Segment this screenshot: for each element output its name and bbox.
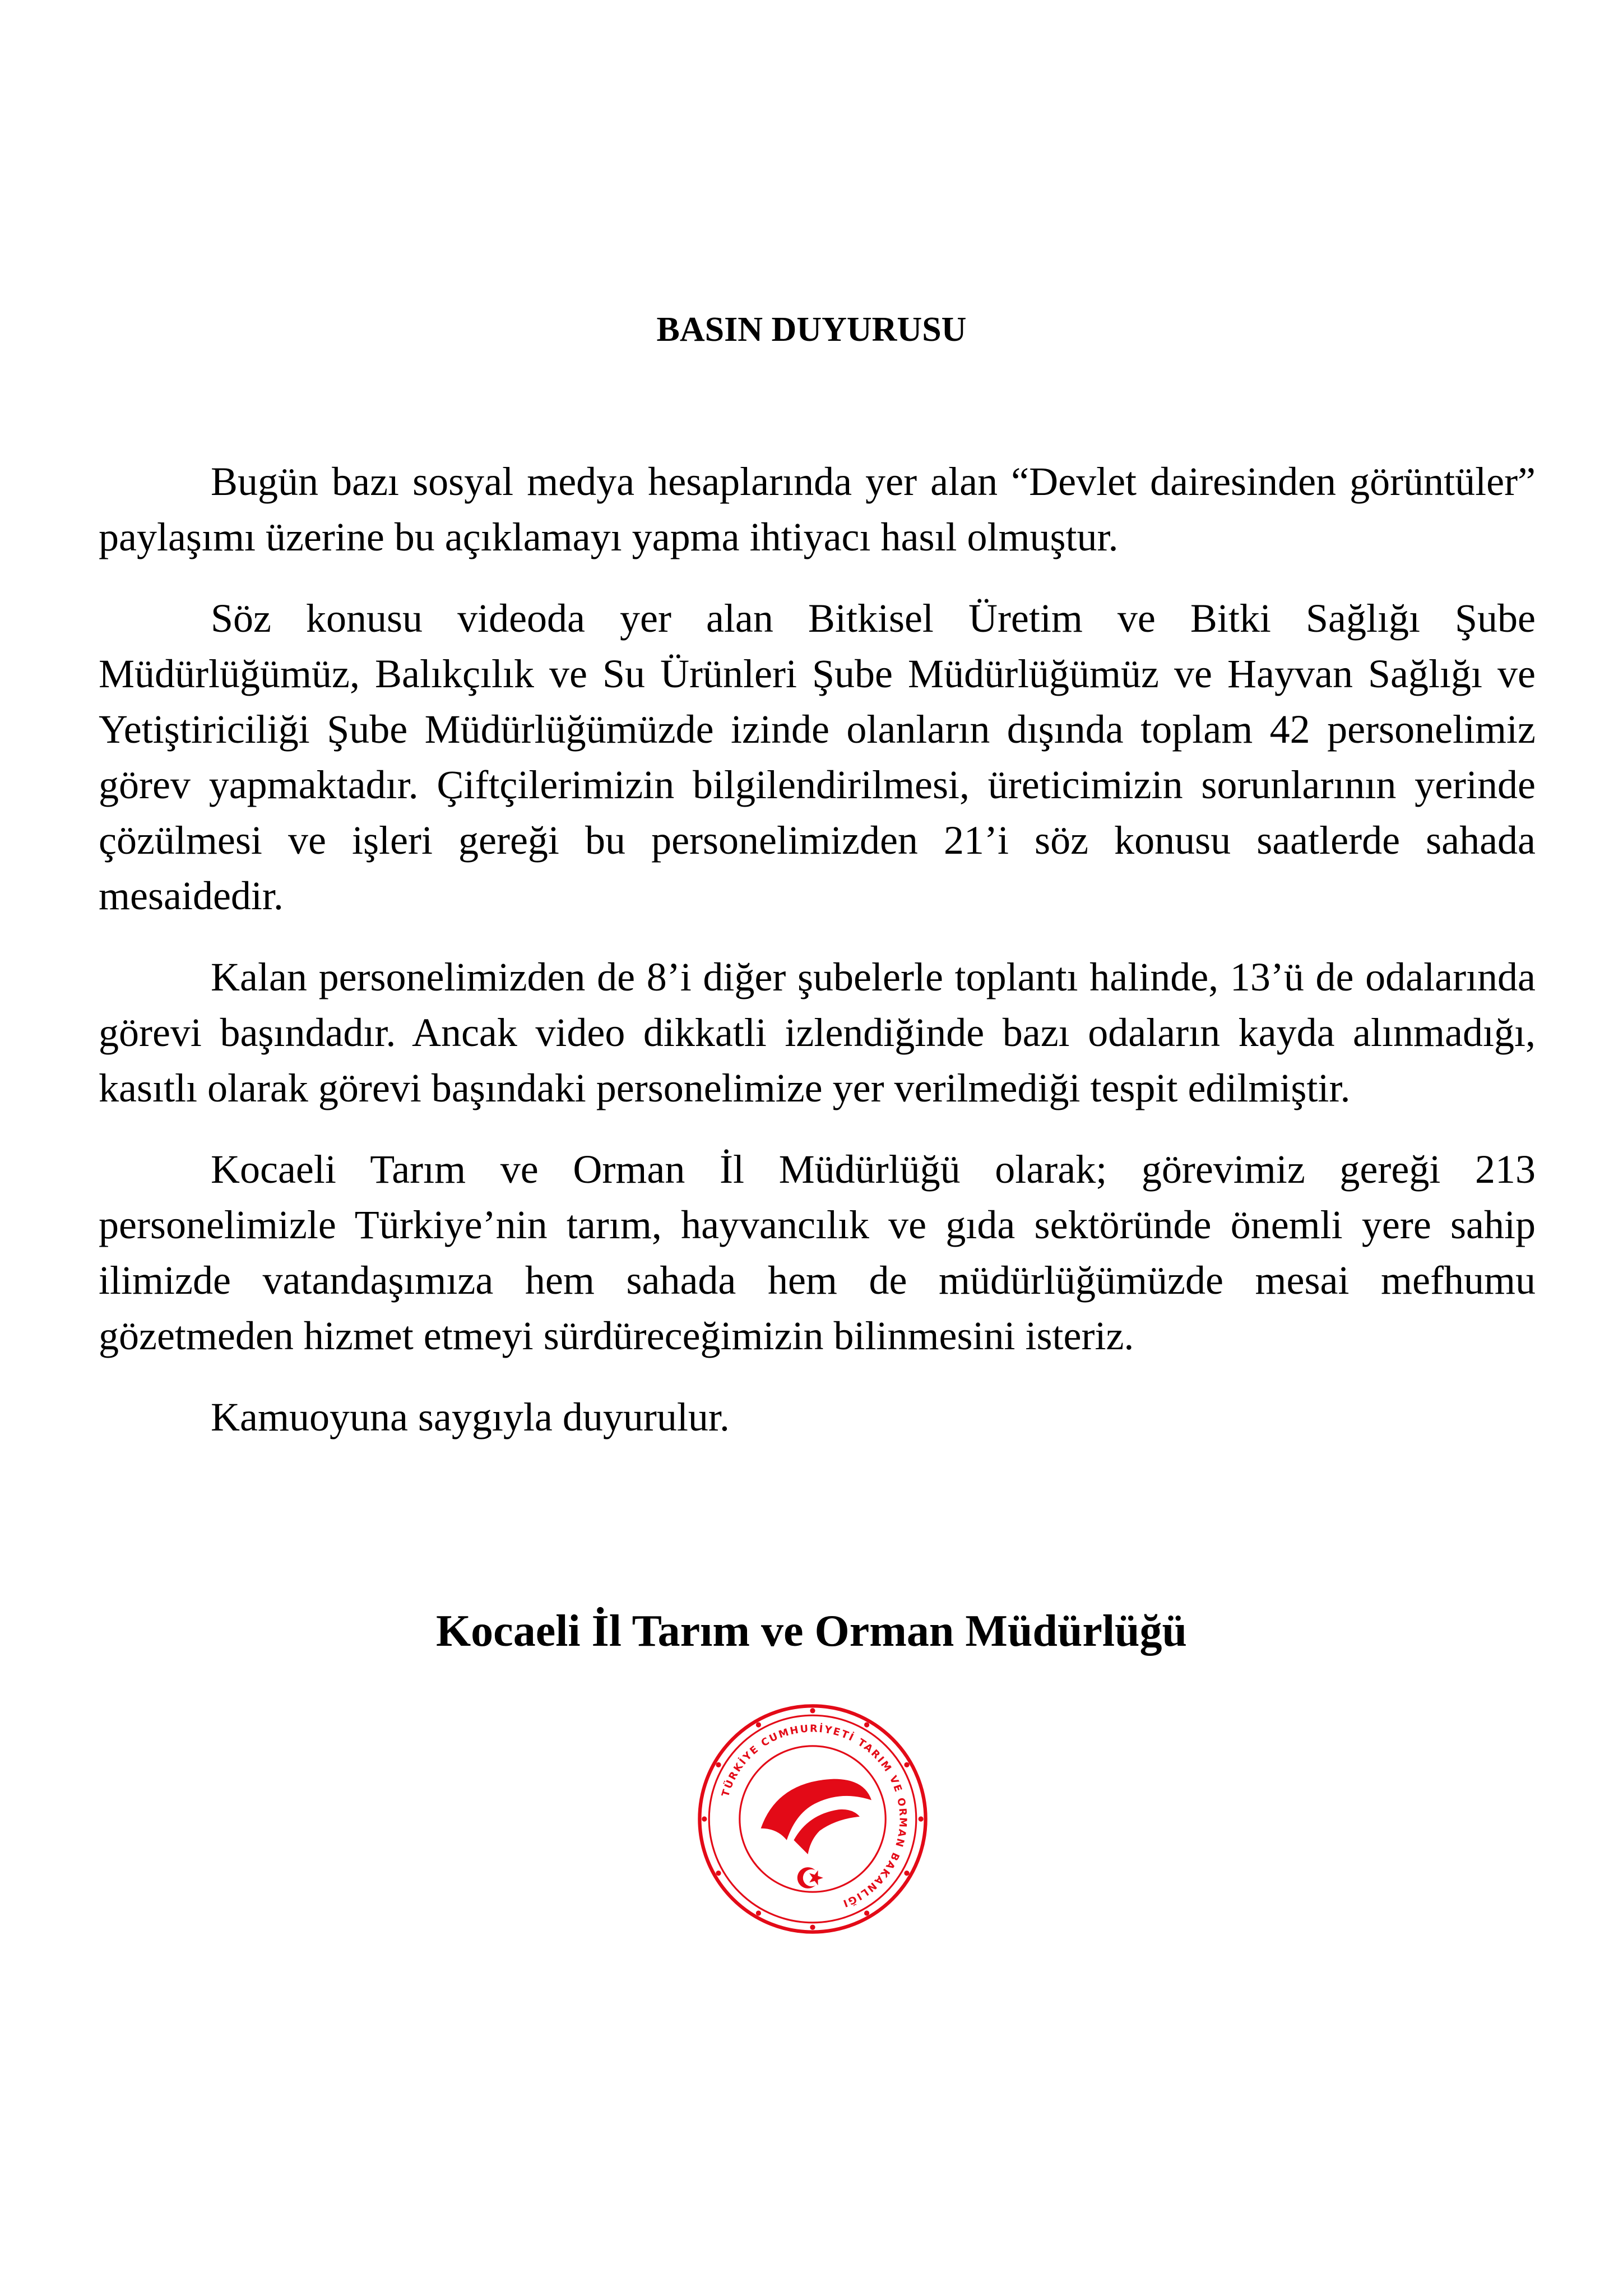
paragraph-4: Kocaeli Tarım ve Orman İl Müdürlüğü olarak; görevimiz gereği 213 personelimizle Türkiye’nin tarım, hayvancılık ve gıda sektöründe önemli yere sahip ilimizde vatandaşımıza hem sahada hem de müdürlüğümüzde mesai mefhumu gözetmeden hizmet etmeyi sürdüreceğimizin bilinmesini isteriz. [99, 1147, 1536, 1358]
ministry-seal-icon [695, 1701, 930, 1937]
document-body [99, 454, 1536, 1471]
signature-authority: Kocaeli İl Tarım ve Orman Müdürlüğü [435, 1607, 1188, 1656]
paragraph-1: Bugün bazı sosyal medya hesaplarında yer alan “Devlet dairesinden görüntüler” paylaşımı üzerine bu açıklamayı yapma ihtiyacı hasıl olmuştur. [99, 459, 1536, 559]
paragraph-5: Kamuoyuna saygıyla duyurulur. [211, 1395, 730, 1439]
document-title: BASIN DUYURUSU [656, 311, 967, 349]
paragraph-3: Kalan personelimizden de 8’i diğer şubelerle toplantı halinde, 13’ü de odalarında görevi başındadır. Ancak video dikkatli izlendiğinde bazı odaların kayda alınmadığı, kasıtlı olarak görevi başındaki personelimize yer verilmediği tespit edilmiştir. [99, 955, 1536, 1110]
svg-text:TÜRKİYE CUMHURİYETİ TARIM VE O: TÜRKİYE CUMHURİYETİ TARIM VE ORMAN BAKANLIĞI [719, 1723, 909, 1910]
paragraph-2: Söz konusu videoda yer alan Bitkisel Üretim ve Bitki Sağlığı Şube Müdürlüğümüz, Balıkçılık ve Su Ürünleri Şube Müdürlüğümüz ve Hayvan Sağlığı ve Yetiştiriciliği Şube Müdürlüğümüzde izinde olanların dışında toplam 42 personelimiz görev yapmaktadır. Çiftçilerimizin bilgilendirilmesi, üreticimizin sorunlarının yerinde çözülmesi ve işleri gereği bu personelimizden 21’i söz konusu saatlerde sahada mesaidedir. [99, 596, 1536, 918]
